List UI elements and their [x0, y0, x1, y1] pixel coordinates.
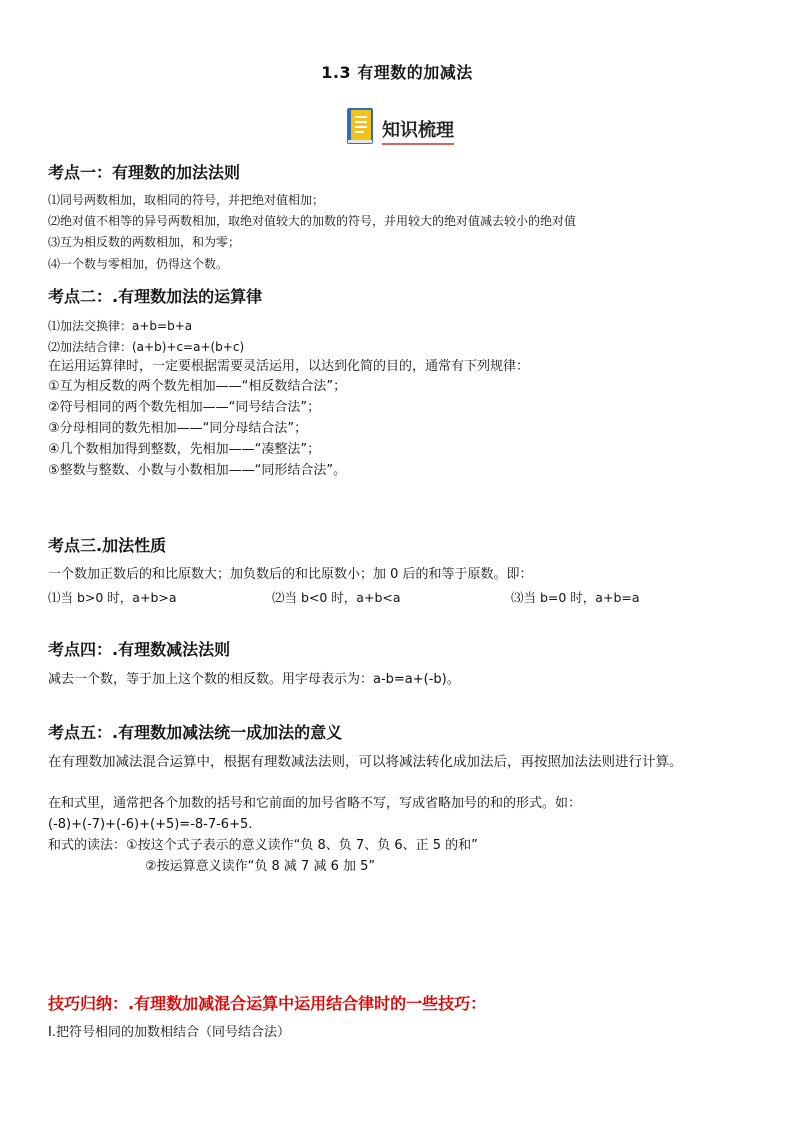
s4-line-1: 减去一个数，等于加上这个数的相反数。用字母表示为：a-b=a+(-b)。 — [48, 672, 460, 687]
section-2-heading: 考点二：.有理数加法的运算律 — [48, 287, 263, 306]
s5-paragraph: 在有理数加减法混合运算中，根据有理数减法法则，可以将减法转化成加法后，再按照加法法则进行计算。 — [48, 754, 683, 770]
s1-line-3: ⑶互为相反数的两数相加，和为零； — [48, 235, 241, 249]
s5-line-2: (-8)+(-7)+(-6)+(+5)=-8-7-6+5. — [48, 817, 253, 832]
s5-line-4: ②按运算意义读作“负 8 减 7 减 6 加 5” — [145, 859, 376, 874]
s2-line-7: ④几个数相加得到整数，先相加——“凑整法”； — [48, 442, 321, 457]
banner-title: 知识梳理 — [382, 116, 454, 145]
s2-line-4: ①互为相反数的两个数先相加——“相反数结合法”； — [48, 379, 347, 394]
s3-case-3: ⑶当 b=0 时，a+b=a — [511, 590, 640, 605]
s2-line-8: ⑤整数与整数、小数与小数相加——“同形结合法”。 — [48, 463, 347, 478]
s2-line-6: ③分母相同的数先相加——“同分母结合法”； — [48, 421, 308, 436]
section-3-heading: 考点三.加法性质 — [48, 536, 167, 555]
s1-line-1: ⑴同号两数相加，取相同的符号，并把绝对值相加； — [48, 193, 325, 207]
s2-line-5: ②符号相同的两个数先相加——“同号结合法”； — [48, 400, 321, 415]
page-title: 1.3 有理数的加减法 — [321, 63, 473, 82]
s6-line-1: Ⅰ.把符号相同的加数相结合（同号结合法） — [48, 1025, 290, 1040]
s1-line-2: ⑵绝对值不相等的异号两数相加，取绝对值较大的加数的符号，并用较大的绝对值减去较小的绝对值 — [48, 214, 577, 228]
section-5-heading: 考点五：.有理数加减法统一成加法的意义 — [48, 723, 343, 742]
s1-line-4: ⑷一个数与零相加，仍得这个数。 — [48, 257, 229, 271]
section-6-heading: 技巧归纳：.有理数加减混合运算中运用结合律时的一些技巧： — [48, 994, 487, 1013]
s2-line-2: ⑵加法结合律：(a+b)+c=a+(b+c) — [48, 340, 245, 354]
s3-case-2: ⑵当 b<0 时，a+b<a — [272, 590, 401, 605]
s2-line-3: 在运用运算律时，一定要根据需要灵活运用，以达到化简的目的，通常有下列规律： — [48, 359, 530, 374]
s3-case-1: ⑴当 b>0 时，a+b>a — [48, 590, 177, 605]
section-4-heading: 考点四：.有理数减法法则 — [48, 640, 231, 659]
book-icon — [346, 107, 374, 145]
s5-line-1: 在和式里，通常把各个加数的括号和它前面的加号省略不写，写成省略加号的和的形式。如： — [48, 796, 582, 811]
s2-line-1: ⑴加法交换律：a+b=b+a — [48, 319, 193, 333]
section-1-heading: 考点一：有理数的加法法则 — [48, 163, 241, 182]
s5-line-3: 和式的读法：①按这个式子表示的意义读作“负 8、负 7、负 6、正 5 的和” — [48, 838, 478, 853]
knowledge-banner — [346, 103, 454, 149]
s3-line-1: 一个数加正数后的和比原数大；加负数后的和比原数小；加 0 后的和等于原数。即： — [48, 567, 533, 582]
